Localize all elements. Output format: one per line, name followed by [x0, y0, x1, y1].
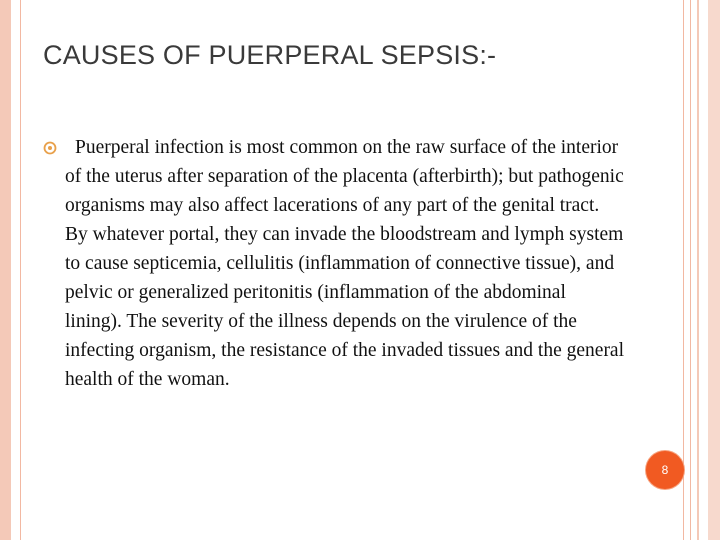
bullet-text: Puerperal infection is most common on the raw surface of the interior of the uterus after separation of the placenta (afterbirth); but pathogenic organisms may also affect lacerations of any part of the genital tract. By whatever portal, they can invade the bloodstream and lymph system to cause septicemia, cellulitis (inflammation of connective tissue), and pelvic or generalized peritonitis (inflammation of the abdominal lining). The severity of the illness depends on the virulence of the infecting organism, the resistance of the invaded tissues and the general health of the woman. — [65, 137, 625, 390]
right-border-strip — [708, 0, 720, 540]
right-border-line — [697, 0, 699, 540]
right-border-line — [683, 0, 684, 540]
left-border-line — [20, 0, 21, 540]
slide-title: CAUSES OF PUERPERAL SEPSIS:- — [43, 40, 497, 70]
right-border-line — [690, 0, 691, 540]
page-number-badge: 8 — [646, 451, 684, 489]
circle-target-bullet-icon — [43, 141, 57, 155]
left-border-strip — [0, 0, 11, 540]
